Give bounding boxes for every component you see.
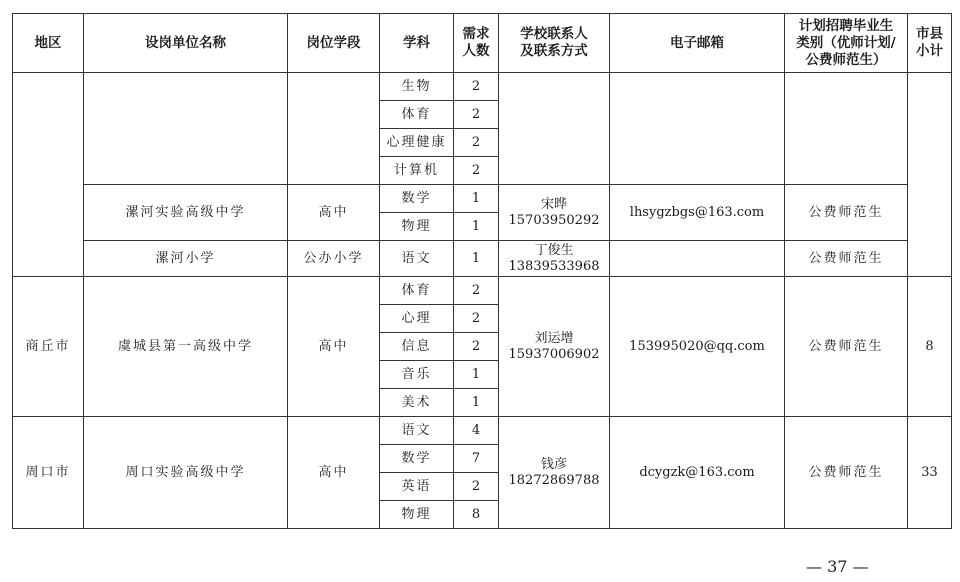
header-subtotal-line1: 市县 [916, 26, 943, 42]
header-row [13, 14, 952, 73]
header-region: 地区 [13, 14, 84, 73]
contact-phone: 13839533968 [508, 258, 600, 274]
header-level: 岗位学段 [288, 14, 380, 73]
level-cell-empty [288, 73, 380, 185]
contact-cell [499, 241, 610, 277]
contact-name: 钱彦 [540, 456, 567, 472]
category-cell: 公费师范生 [785, 277, 908, 417]
email-cell-empty [610, 73, 785, 185]
unit-cell: 周口实验高级中学 [84, 417, 288, 529]
count-cell: 1 [454, 185, 499, 213]
unit-cell: 漯河小学 [84, 241, 288, 277]
header-subtotal-line2: 小计 [916, 43, 943, 59]
count-cell: 2 [454, 277, 499, 305]
contact-phone: 15937006902 [508, 346, 600, 362]
email-cell: 153995020@qq.com [610, 277, 785, 417]
header-category-line3: 公费师范生） [805, 51, 887, 68]
count-cell: 4 [454, 417, 499, 445]
header-need [454, 14, 499, 73]
subject-cell: 英语 [380, 473, 454, 501]
region-cell: 商丘市 [13, 277, 84, 417]
header-subject: 学科 [380, 14, 454, 73]
header-need-line2: 人数 [462, 43, 490, 59]
table-row [13, 241, 952, 277]
subject-cell: 美术 [380, 389, 454, 417]
contact-name: 宋晔 [540, 196, 567, 212]
header-category-line2: 类别（优师计划/ [796, 34, 896, 51]
contact-cell [499, 417, 610, 529]
header-subtotal [908, 14, 952, 73]
unit-cell: 漯河实验高级中学 [84, 185, 288, 241]
level-cell: 公办小学 [288, 241, 380, 277]
subject-cell: 体育 [380, 101, 454, 129]
subject-cell: 计算机 [380, 157, 454, 185]
level-cell: 高中 [288, 277, 380, 417]
count-cell: 8 [454, 501, 499, 529]
contact-cell [499, 277, 610, 417]
unit-cell-empty [84, 73, 288, 185]
header-contact [499, 14, 610, 73]
count-cell: 1 [454, 241, 499, 277]
subtotal-cell: 8 [908, 277, 952, 417]
table-row [13, 277, 952, 305]
count-cell: 2 [454, 101, 499, 129]
subject-cell: 物理 [380, 213, 454, 241]
contact-name: 刘运增 [534, 330, 574, 346]
header-need-line1: 需求 [462, 26, 490, 42]
header-category [785, 14, 908, 73]
count-cell: 7 [454, 445, 499, 473]
subject-cell: 音乐 [380, 361, 454, 389]
unit-cell: 虞城县第一高级中学 [84, 277, 288, 417]
table-row [13, 185, 952, 213]
count-cell: 2 [454, 157, 499, 185]
region-cell: 周口市 [13, 417, 84, 529]
count-cell: 2 [454, 473, 499, 501]
category-cell: 公费师范生 [785, 417, 908, 529]
category-cell: 公费师范生 [785, 241, 908, 277]
header-email: 电子邮箱 [610, 14, 785, 73]
contact-name: 丁俊生 [534, 242, 574, 258]
header-contact-line1: 学校联系人 [520, 26, 588, 42]
contact-phone: 15703950292 [508, 212, 600, 228]
email-cell: dcygzk@163.com [610, 417, 785, 529]
subject-cell: 生物 [380, 73, 454, 101]
category-cell-empty [785, 73, 908, 185]
header-contact-line2: 及联系方式 [520, 43, 588, 59]
count-cell: 1 [454, 361, 499, 389]
count-cell: 2 [454, 333, 499, 361]
level-cell: 高中 [288, 417, 380, 529]
subject-cell: 体育 [380, 277, 454, 305]
contact-cell-empty [499, 73, 610, 185]
count-cell: 1 [454, 213, 499, 241]
contact-cell [499, 185, 610, 241]
count-cell: 2 [454, 129, 499, 157]
count-cell: 2 [454, 73, 499, 101]
level-cell: 高中 [288, 185, 380, 241]
email-cell: lhsygzbgs@163.com [610, 185, 785, 241]
table-row [13, 73, 952, 101]
subject-cell: 语文 [380, 417, 454, 445]
count-cell: 2 [454, 305, 499, 333]
category-cell: 公费师范生 [785, 185, 908, 241]
header-category-line1: 计划招聘毕业生 [798, 17, 894, 34]
email-cell-empty [610, 241, 785, 277]
count-cell: 1 [454, 389, 499, 417]
subject-cell: 物理 [380, 501, 454, 529]
subject-cell: 数学 [380, 445, 454, 473]
region-cell-empty [13, 73, 84, 277]
header-unit: 设岗单位名称 [84, 14, 288, 73]
subject-cell: 心理健康 [380, 129, 454, 157]
recruitment-table [12, 13, 952, 529]
contact-phone: 18272869788 [508, 472, 600, 488]
subject-cell: 语文 [380, 241, 454, 277]
page-number: — 37 — [806, 557, 869, 576]
subject-cell: 信息 [380, 333, 454, 361]
table-row [13, 417, 952, 445]
subject-cell: 数学 [380, 185, 454, 213]
subject-cell: 心理 [380, 305, 454, 333]
subtotal-cell: 33 [908, 417, 952, 529]
subtotal-cell-empty [908, 73, 952, 277]
